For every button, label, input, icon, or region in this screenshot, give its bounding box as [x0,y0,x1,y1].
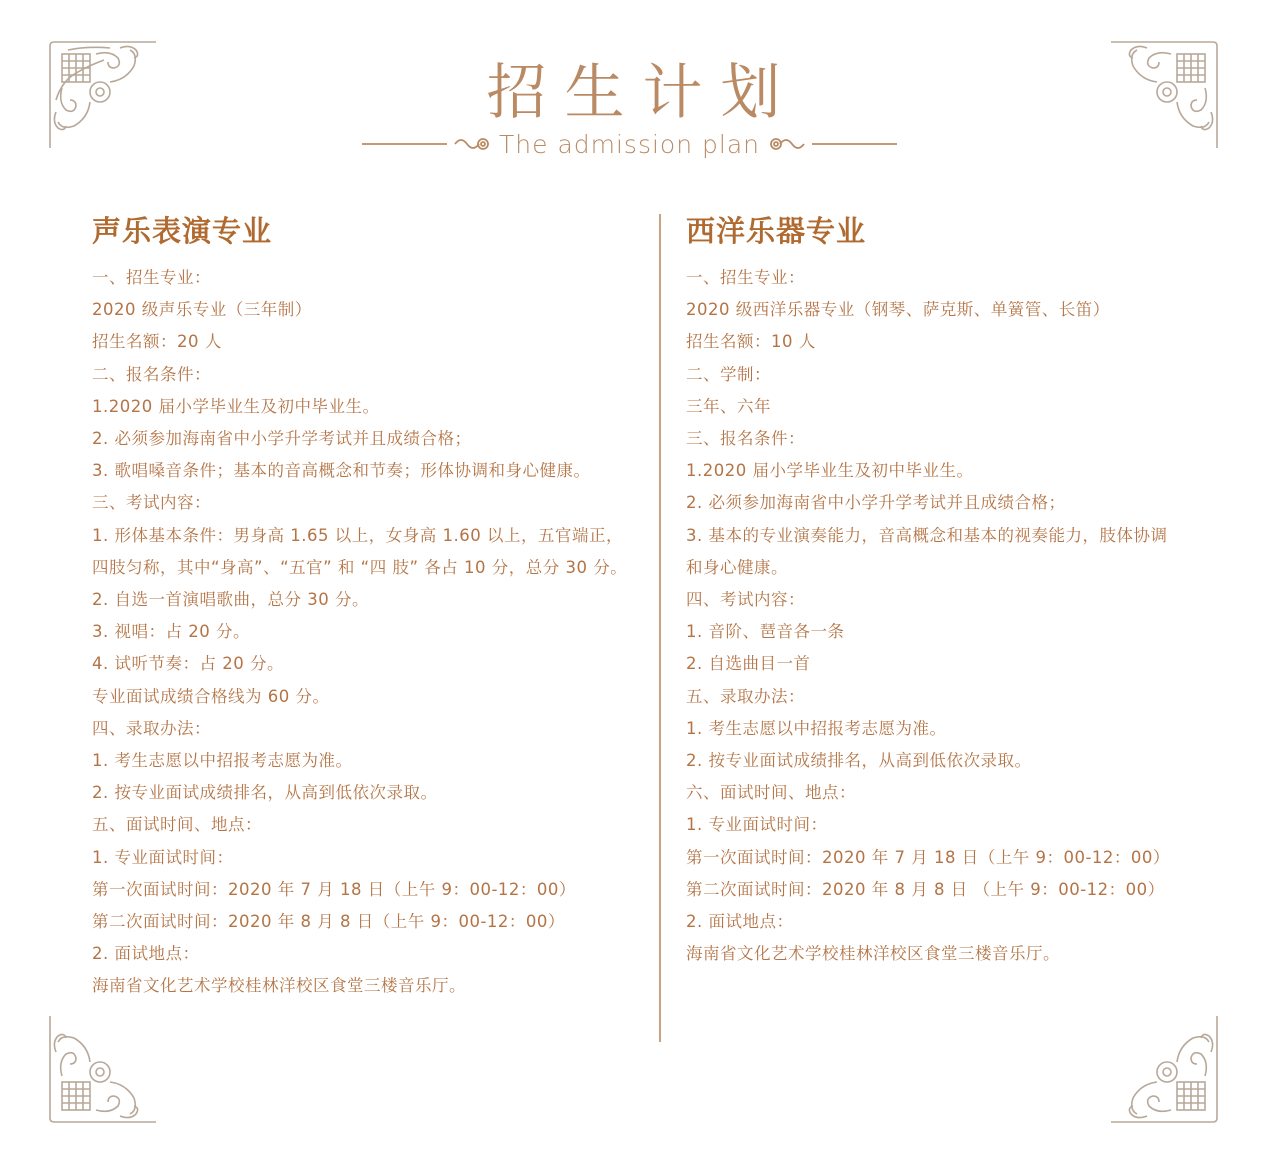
text-line: 2. 自选一首演唱歌曲，总分 30 分。 [92,590,369,610]
text-line: 1. 专业面试时间： [686,815,828,835]
text-line: 二、报名条件： [92,364,211,384]
text-line: 3. 视唱：占 20 分。 [92,622,250,642]
divider-line [362,143,447,145]
text-line: 五、面试时间、地点： [92,815,262,835]
page-title: 招生计划 [486,58,799,128]
text-line: 2020 级西洋乐器专业（钢琴、萨克斯、单簧管、长笛） [686,300,1110,320]
text-line: 2. 面试地点： [686,912,794,932]
text-line: 五、录取办法： [686,686,805,706]
western-instruments-section [686,210,1216,970]
section-heading: 声乐表演专业 [92,214,273,248]
text-line: 1.2020 届小学毕业生及初中毕业生。 [686,461,974,481]
text-line: 3. 歌唱嗓音条件；基本的音高概念和节奏；形体协调和身心健康。 [92,461,591,481]
section-heading: 西洋乐器专业 [686,214,867,248]
text-line: 第二次面试时间：2020 年 8 月 8 日 （上午 9：00-12：00） [686,879,1165,899]
text-line: 第二次面试时间：2020 年 8 月 8 日（上午 9：00-12：00） [92,912,565,932]
text-line: 四肢匀称，其中“身高”、“五官” 和 “四 肢” 各占 10 分，总分 30 分。 [92,557,628,577]
text-line: 一、招生专业： [686,268,805,287]
text-line: 六、面试时间、地点： [686,783,856,803]
text-line: 2. 必须参加海南省中小学升学考试并且成绩合格； [686,493,1066,513]
text-line: 和身心健康。 [686,557,788,577]
text-line: 第一次面试时间：2020 年 7 月 18 日（上午 9：00-12：00） [92,879,576,899]
text-line: 1.2020 届小学毕业生及初中毕业生。 [92,396,380,416]
ornamental-corner-icon [1109,1014,1219,1124]
text-line: 1. 考生志愿以中招报考志愿为准。 [92,751,353,771]
divider-line [812,143,897,145]
text-line: 招生名额：10 人 [686,332,816,352]
subtitle-row [362,129,897,159]
text-line: 2. 按专业面试成绩排名，从高到低依次录取。 [686,751,1032,771]
text-line: 1. 音阶、琶音各一条 [686,622,845,642]
text-line: 三、报名条件： [686,429,805,449]
text-line: 4. 试听节奏：占 20 分。 [92,654,284,674]
text-line: 1. 专业面试时间： [92,847,234,867]
text-line: 专业面试成绩合格线为 60 分。 [92,686,330,706]
text-line: 海南省文化艺术学校桂林洋校区食堂三楼音乐厅。 [92,976,466,996]
text-line: 2020 级声乐专业（三年制） [92,300,312,320]
text-line: 海南省文化艺术学校桂林洋校区食堂三楼音乐厅。 [686,944,1060,964]
text-line: 1. 形体基本条件：男身高 1.65 以上，女身高 1.60 以上，五官端正， [92,525,623,545]
page-subtitle: The admission plan [499,129,760,159]
text-line: 2. 按专业面试成绩排名，从高到低依次录取。 [92,783,438,803]
scroll-curl-icon [453,134,493,154]
text-line: 3. 基本的专业演奏能力，音高概念和基本的视奏能力，肢体协调 [686,525,1168,545]
text-line: 1. 考生志愿以中招报考志愿为准。 [686,718,947,738]
text-line: 一、招生专业： [92,268,211,287]
text-line: 三年、六年 [686,396,771,416]
text-line: 第一次面试时间：2020 年 7 月 18 日（上午 9：00-12：00） [686,847,1170,867]
text-line: 三、考试内容： [92,493,211,513]
text-line: 招生名额：20 人 [92,332,222,352]
column-divider [659,214,661,1042]
scroll-curl-icon [766,134,806,154]
text-line: 2. 必须参加海南省中小学升学考试并且成绩合格； [92,429,472,449]
text-line: 2. 面试地点： [92,944,200,964]
text-line: 2. 自选曲目一首 [686,654,811,674]
page-header [0,55,1267,159]
text-line: 四、考试内容： [686,590,805,610]
text-line: 四、录取办法： [92,718,211,738]
vocal-performance-section [92,210,647,1003]
text-line: 二、学制： [686,364,771,384]
ornamental-corner-icon [48,1014,158,1124]
